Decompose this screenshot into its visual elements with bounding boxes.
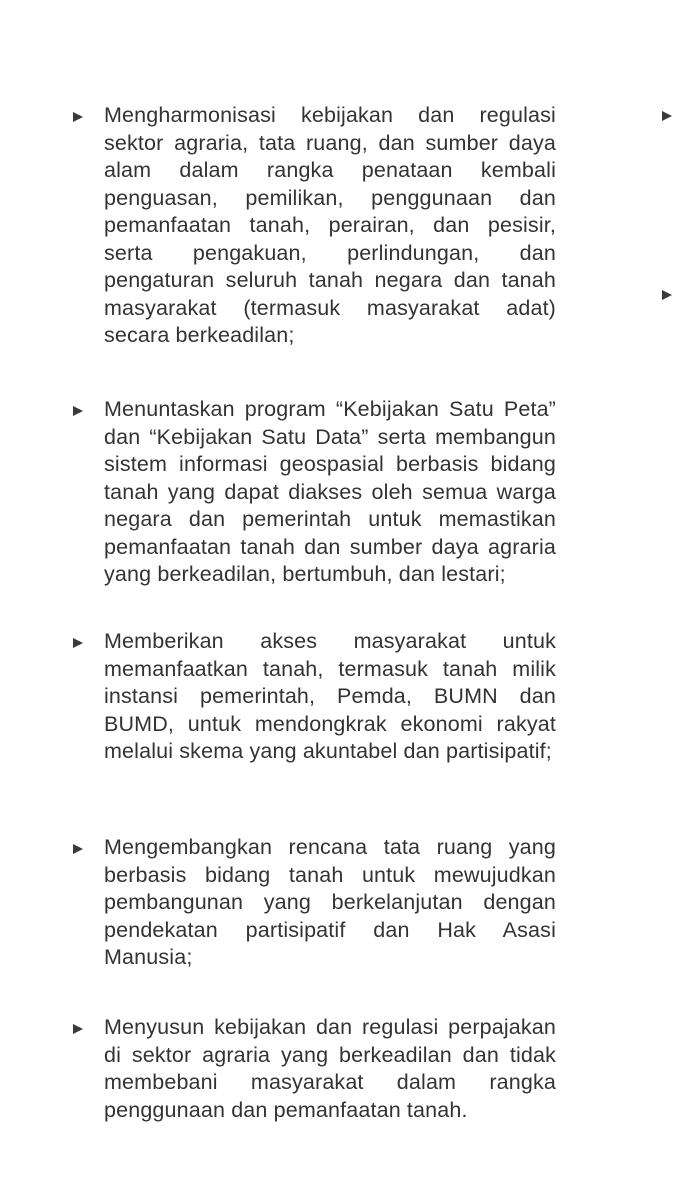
right-triangle-icon (73, 406, 83, 416)
list-item-text: Mengharmonisasi kebijakan dan regulasi sektor agraria, tata ruang, dan sumber daya alam dalam rangka penataan kembali penguasan, pemilikan, penggunaan dan pemanfaatan tanah, perairan, dan pesisir, serta pengakuan, perlindungan, dan pengaturan seluruh tanah negara dan tanah masyarakat (termasuk masyarakat adat) secara berkeadilan; (104, 103, 556, 347)
right-triangle-icon (73, 638, 83, 648)
right-triangle-icon (73, 844, 83, 854)
right-triangle-icon (662, 111, 672, 121)
list-item-text: Mengembangkan rencana tata ruang yang berbasis bidang tanah untuk mewujudkan pembangunan yang berkelanjutan dengan pendekatan partisipatif dan Hak Asasi Manusia; (104, 835, 556, 969)
list-item-text: Memberikan akses masyarakat untuk memanfaatkan tanah, termasuk tanah milik instansi pemerintah, Pemda, BUMN dan BUMD, untuk mendongkrak ekonomi rakyat melalui skema yang akuntabel dan partisipatif; (104, 629, 556, 763)
right-triangle-icon (662, 290, 672, 300)
right-triangle-icon (73, 1024, 83, 1034)
right-triangle-icon (73, 112, 83, 122)
list-item-text: Menuntaskan program “Kebijakan Satu Peta” dan “Kebijakan Satu Data” serta membangun sistem informasi geospasial berbasis bidang tanah yang dapat diakses oleh semua warga negara dan pemerintah untuk memastikan pemanfaatan tanah dan sumber daya agraria yang berkeadilan, bertumbuh, dan lestari; (104, 397, 556, 586)
list-item-text: Menyusun kebijakan dan regulasi perpajakan di sektor agraria yang berkeadilan dan tidak membebani masyarakat dalam rangka penggunaan dan pemanfaatan tanah. (104, 1015, 556, 1122)
